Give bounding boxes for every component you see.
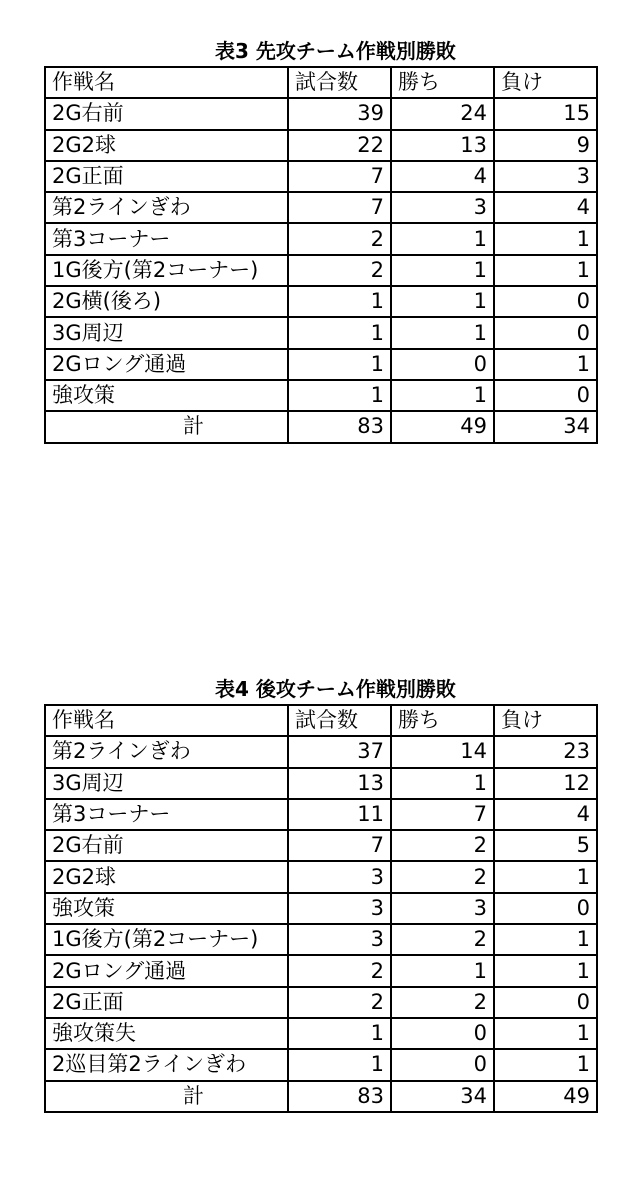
losses-cell: 0	[494, 380, 597, 411]
header-row	[45, 705, 597, 736]
strategy-cell: 第3コーナー	[45, 799, 288, 830]
table-row	[45, 161, 597, 192]
table-row	[45, 955, 597, 986]
losses-cell: 1	[494, 1018, 597, 1049]
wins-cell: 0	[391, 1018, 494, 1049]
wins-cell: 1	[391, 255, 494, 286]
strategy-cell: 2G右前	[45, 830, 288, 861]
games-cell: 1	[288, 380, 391, 411]
strategy-cell: 計	[45, 1081, 288, 1112]
table-row	[45, 1018, 597, 1049]
wins-cell: 0	[391, 1049, 494, 1080]
wins-cell: 1	[391, 317, 494, 348]
strategy-cell: 第2ラインぎわ	[45, 736, 288, 767]
games-cell: 2	[288, 223, 391, 254]
strategy-cell: 強攻策失	[45, 1018, 288, 1049]
losses-cell: 0	[494, 987, 597, 1018]
losses-cell: 15	[494, 98, 597, 129]
games-cell: 1	[288, 317, 391, 348]
table3-block	[44, 36, 597, 444]
losses-cell: 0	[494, 286, 597, 317]
table-row	[45, 98, 597, 129]
strategy-cell: 2Gロング通過	[45, 955, 288, 986]
games-cell: 1	[288, 1018, 391, 1049]
table-row	[45, 286, 597, 317]
games-cell: 83	[288, 411, 391, 442]
table-row	[45, 317, 597, 348]
games-cell: 3	[288, 861, 391, 892]
strategy-cell: 2G正面	[45, 161, 288, 192]
games-cell: 3	[288, 893, 391, 924]
table-row	[45, 255, 597, 286]
strategy-cell: 3G周辺	[45, 768, 288, 799]
games-cell: 7	[288, 830, 391, 861]
strategy-cell: 計	[45, 411, 288, 442]
games-cell: 7	[288, 161, 391, 192]
strategy-cell: 強攻策	[45, 893, 288, 924]
table-row	[45, 349, 597, 380]
table-row	[45, 924, 597, 955]
strategy-cell: 第3コーナー	[45, 223, 288, 254]
table3	[44, 66, 598, 444]
strategy-cell: 1G後方(第2コーナー)	[45, 924, 288, 955]
losses-cell: 34	[494, 411, 597, 442]
table-row	[45, 987, 597, 1018]
losses-cell: 負け	[494, 67, 597, 98]
strategy-cell: 第2ラインぎわ	[45, 192, 288, 223]
strategy-cell: 3G周辺	[45, 317, 288, 348]
losses-cell: 5	[494, 830, 597, 861]
games-cell: 22	[288, 130, 391, 161]
strategy-cell: 1G後方(第2コーナー)	[45, 255, 288, 286]
wins-cell: 勝ち	[391, 705, 494, 736]
wins-cell: 49	[391, 411, 494, 442]
wins-cell: 1	[391, 286, 494, 317]
strategy-cell: 2G横(後ろ)	[45, 286, 288, 317]
losses-cell: 12	[494, 768, 597, 799]
table-row	[45, 380, 597, 411]
games-cell: 1	[288, 286, 391, 317]
wins-cell: 3	[391, 192, 494, 223]
wins-cell: 34	[391, 1081, 494, 1112]
games-cell: 11	[288, 799, 391, 830]
table-row	[45, 768, 597, 799]
strategy-cell: 強攻策	[45, 380, 288, 411]
strategy-cell: 2G右前	[45, 98, 288, 129]
games-cell: 37	[288, 736, 391, 767]
losses-cell: 1	[494, 924, 597, 955]
wins-cell: 24	[391, 98, 494, 129]
games-cell: 2	[288, 955, 391, 986]
wins-cell: 13	[391, 130, 494, 161]
strategy-cell: 2G2球	[45, 130, 288, 161]
losses-cell: 1	[494, 861, 597, 892]
wins-cell: 2	[391, 861, 494, 892]
wins-cell: 勝ち	[391, 67, 494, 98]
losses-cell: 49	[494, 1081, 597, 1112]
games-cell: 2	[288, 255, 391, 286]
wins-cell: 14	[391, 736, 494, 767]
strategy-cell: 2G正面	[45, 987, 288, 1018]
games-cell: 1	[288, 1049, 391, 1080]
wins-cell: 2	[391, 987, 494, 1018]
losses-cell: 1	[494, 255, 597, 286]
losses-cell: 0	[494, 893, 597, 924]
games-cell: 3	[288, 924, 391, 955]
table-row	[45, 861, 597, 892]
games-cell: 13	[288, 768, 391, 799]
header-row	[45, 67, 597, 98]
total-row	[45, 1081, 597, 1112]
wins-cell: 2	[391, 830, 494, 861]
games-cell: 83	[288, 1081, 391, 1112]
losses-cell: 23	[494, 736, 597, 767]
losses-cell: 3	[494, 161, 597, 192]
losses-cell: 1	[494, 349, 597, 380]
table-row	[45, 830, 597, 861]
wins-cell: 3	[391, 893, 494, 924]
losses-cell: 負け	[494, 705, 597, 736]
games-cell: 試合数	[288, 705, 391, 736]
wins-cell: 2	[391, 924, 494, 955]
wins-cell: 1	[391, 955, 494, 986]
losses-cell: 1	[494, 223, 597, 254]
losses-cell: 1	[494, 955, 597, 986]
strategy-cell: 作戦名	[45, 67, 288, 98]
strategy-cell: 2巡目第2ラインぎわ	[45, 1049, 288, 1080]
games-cell: 試合数	[288, 67, 391, 98]
games-cell: 39	[288, 98, 391, 129]
wins-cell: 1	[391, 223, 494, 254]
strategy-cell: 作戦名	[45, 705, 288, 736]
losses-cell: 0	[494, 317, 597, 348]
wins-cell: 4	[391, 161, 494, 192]
losses-cell: 4	[494, 192, 597, 223]
table4-block	[44, 674, 597, 1113]
table-row	[45, 130, 597, 161]
wins-cell: 1	[391, 768, 494, 799]
strategy-cell: 2Gロング通過	[45, 349, 288, 380]
table4	[44, 704, 598, 1113]
games-cell: 7	[288, 192, 391, 223]
wins-cell: 1	[391, 380, 494, 411]
table-row	[45, 893, 597, 924]
losses-cell: 1	[494, 1049, 597, 1080]
losses-cell: 9	[494, 130, 597, 161]
table3-caption: 表3 先攻チーム作戦別勝敗	[215, 39, 456, 63]
strategy-cell: 2G2球	[45, 861, 288, 892]
table4-caption: 表4 後攻チーム作戦別勝敗	[215, 677, 456, 701]
wins-cell: 0	[391, 349, 494, 380]
table-row	[45, 1049, 597, 1080]
table-row	[45, 192, 597, 223]
table-row	[45, 736, 597, 767]
games-cell: 1	[288, 349, 391, 380]
wins-cell: 7	[391, 799, 494, 830]
games-cell: 2	[288, 987, 391, 1018]
table-row	[45, 223, 597, 254]
table-row	[45, 799, 597, 830]
losses-cell: 4	[494, 799, 597, 830]
total-row	[45, 411, 597, 442]
